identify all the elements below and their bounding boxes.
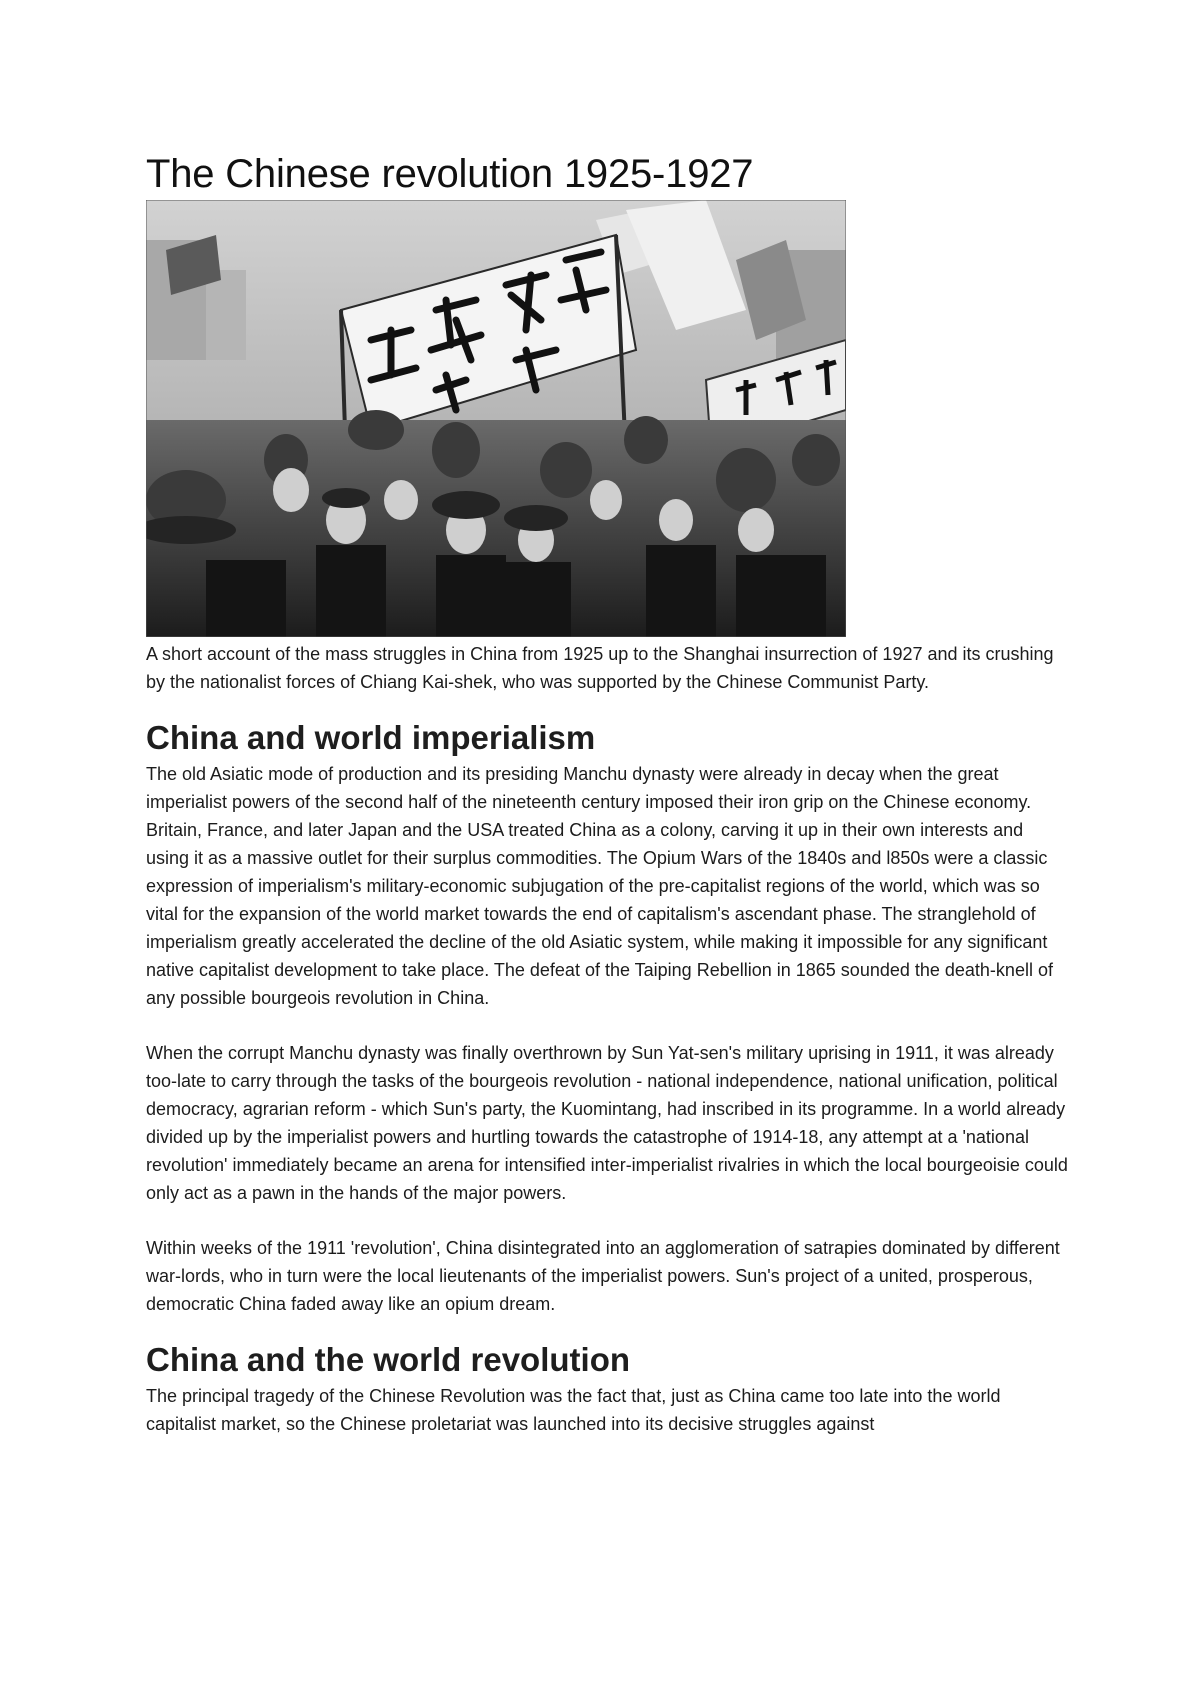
paragraph: When the corrupt Manchu dynasty was finally overthrown by Sun Yat-sen's military uprising in 1911, it was already too-late to carry through the tasks of the bourgeois revolution - national independence, national unification, political democracy, agrarian reform - which Sun's party, the Kuomintang, had inscribed in its programme. In a world already divided up by the imperialist powers and hurtling towards the catastrophe of 1914-18, any attempt at a 'national revolution' immediately became an arena for intensified inter-imperialist rivalries in which the local bourgeoisie could only act as a pawn in the hands of the major powers. xyxy=(146,1043,1068,1203)
paragraph: Within weeks of the 1911 'revolution', China disintegrated into an agglomeration of satrapies dominated by different war-lords, who in turn were the local lieutenants of the imperialist powers. Sun's project of a united, prosperous, democratic China faded away like an opium dream. xyxy=(146,1238,1060,1314)
intro-caption: A short account of the mass struggles in China from 1925 up to the Shanghai insurrection of 1927 and its crushing by the nationalist forces of Chiang Kai-shek, who was supported by the Chinese Communist Party. xyxy=(146,644,1054,692)
historical-protest-photo xyxy=(146,200,846,637)
page-title: The Chinese revolution 1925-1927 xyxy=(146,152,754,196)
paragraph: The old Asiatic mode of production and its presiding Manchu dynasty were already in decay when the great imperialist powers of the second half of the nineteenth century imposed their iron grip on the Chinese economy. Britain, France, and later Japan and the USA treated China as a colony, carving it up in their own interests and using it as a massive outlet for their surplus commodities. The Opium Wars of the 1840s and l850s were a classic expression of imperialism's military-economic subjugation of the pre-capitalist regions of the world, which was so vital for the expansion of the world market towards the end of capitalism's ascendant phase. The stranglehold of imperialism greatly accelerated the decline of the old Asiatic system, while making it impossible for any significant native capitalist development to take place. The defeat of the Taiping Rebellion in 1865 sounded the death-knell of any possible bourgeois revolution in China. xyxy=(146,764,1053,1008)
section-china-and-world-imperialism xyxy=(146,718,1070,1318)
section-heading: China and the world revolution xyxy=(146,1341,631,1378)
paragraph: The principal tragedy of the Chinese Revolution was the fact that, just as China came too late into the world capitalist market, so the Chinese proletariat was launched into its decisive struggles against xyxy=(146,1386,1001,1434)
section-heading: China and world imperialism xyxy=(146,719,596,756)
section-china-and-the-world-revolution xyxy=(146,1340,1070,1438)
document-page xyxy=(146,150,1070,1438)
